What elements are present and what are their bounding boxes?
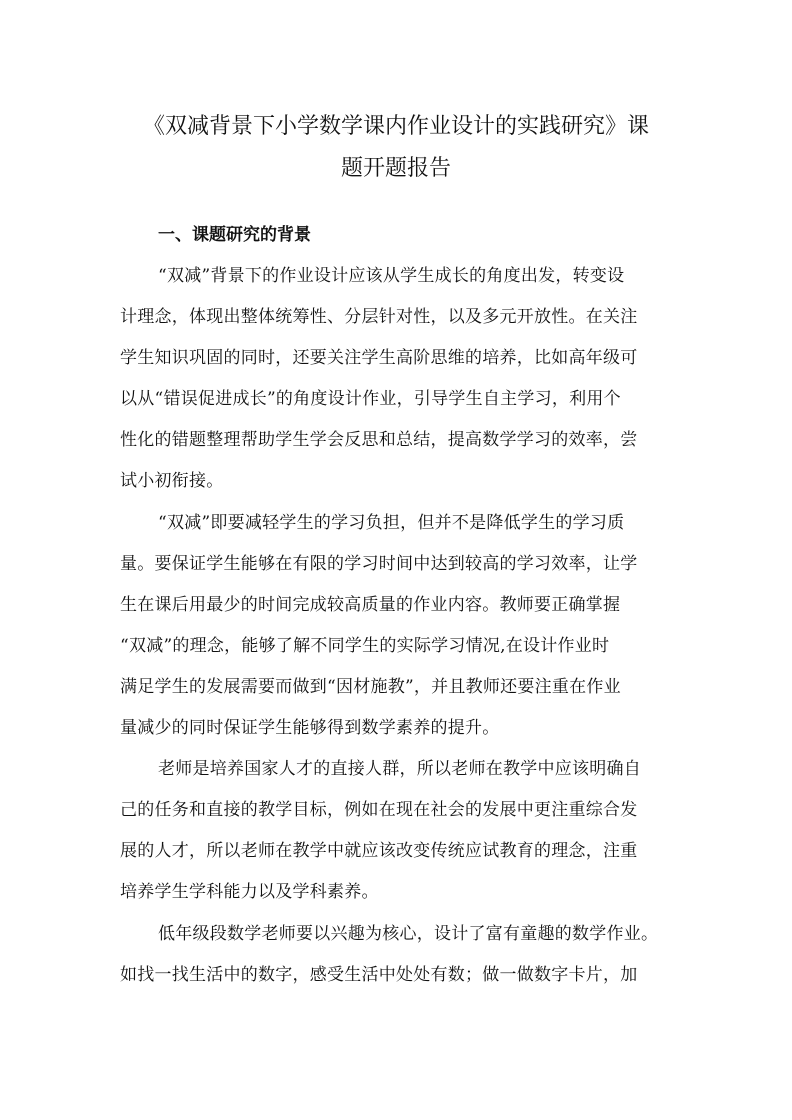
title-line: 题开题报告 — [340, 156, 451, 181]
text-line: 量。要保证学生能够在有限的学习时间中达到较高的学习效率，让学 — [120, 553, 638, 574]
text-line: “双减”背景下的作业设计应该从学生成长的角度出发，转变设 — [158, 266, 625, 286]
text-line: 培养学生学科能力以及学科素养。 — [120, 882, 379, 903]
body-text — [120, 256, 680, 996]
text-line: 满足学生的发展需要而做到“因材施教”，并且教师还要注重在作业 — [120, 676, 621, 697]
paragraph-3 — [120, 749, 680, 913]
text-line: 计理念，体现出整体统筹性、分层针对性，以及多元开放性。在关注 — [120, 307, 638, 328]
text-line: “双减”的理念，能够了解不同学生的实际学习情况,在设计作业时 — [120, 635, 610, 656]
text-line: 量减少的同时保证学生能够得到数学素养的提升。 — [120, 718, 500, 739]
title-line: 《双减背景下小学数学课内作业设计的实践研究》课 — [142, 114, 649, 139]
text-line: 性化的错题整理帮助学生学会反思和总结，提高数学学习的效率，尝 — [120, 430, 638, 451]
paragraph-4 — [120, 914, 680, 996]
text-line: 如找一找生活中的数字，感受生活中处处有数；做一做数字卡片，加 — [120, 964, 638, 985]
text-line: 老师是培养国家人才的直接人群，所以老师在教学中应该明确自 — [158, 759, 641, 780]
text-line: 己的任务和直接的教学目标，例如在现在社会的发展中更注重综合发 — [120, 800, 638, 821]
paragraph-2 — [120, 503, 680, 750]
text-line: 低年级段数学老师要以兴趣为核心，设计了富有童趣的数学作业。 — [158, 923, 659, 944]
text-line: 以从“错误促进成长”的角度设计作业，引导学生自主学习，利用个 — [120, 389, 621, 410]
text-line: “双减”即要减轻学生的学习负担，但并不是降低学生的学习质 — [158, 512, 625, 533]
text-line: 试小初衔接。 — [120, 471, 224, 492]
paragraph-1 — [120, 256, 680, 503]
section-heading: 一、课题研究的背景 — [158, 225, 311, 245]
text-line: 展的人才，所以老师在教学中就应该改变传统应试教育的理念，注重 — [120, 841, 638, 862]
text-line: 学生知识巩固的同时，还要关注学生高阶思维的培养，比如高年级可 — [120, 348, 638, 369]
document-title — [110, 106, 682, 190]
text-line: 生在课后用最少的时间完成较高质量的作业内容。教师要正确掌握 — [120, 594, 621, 615]
